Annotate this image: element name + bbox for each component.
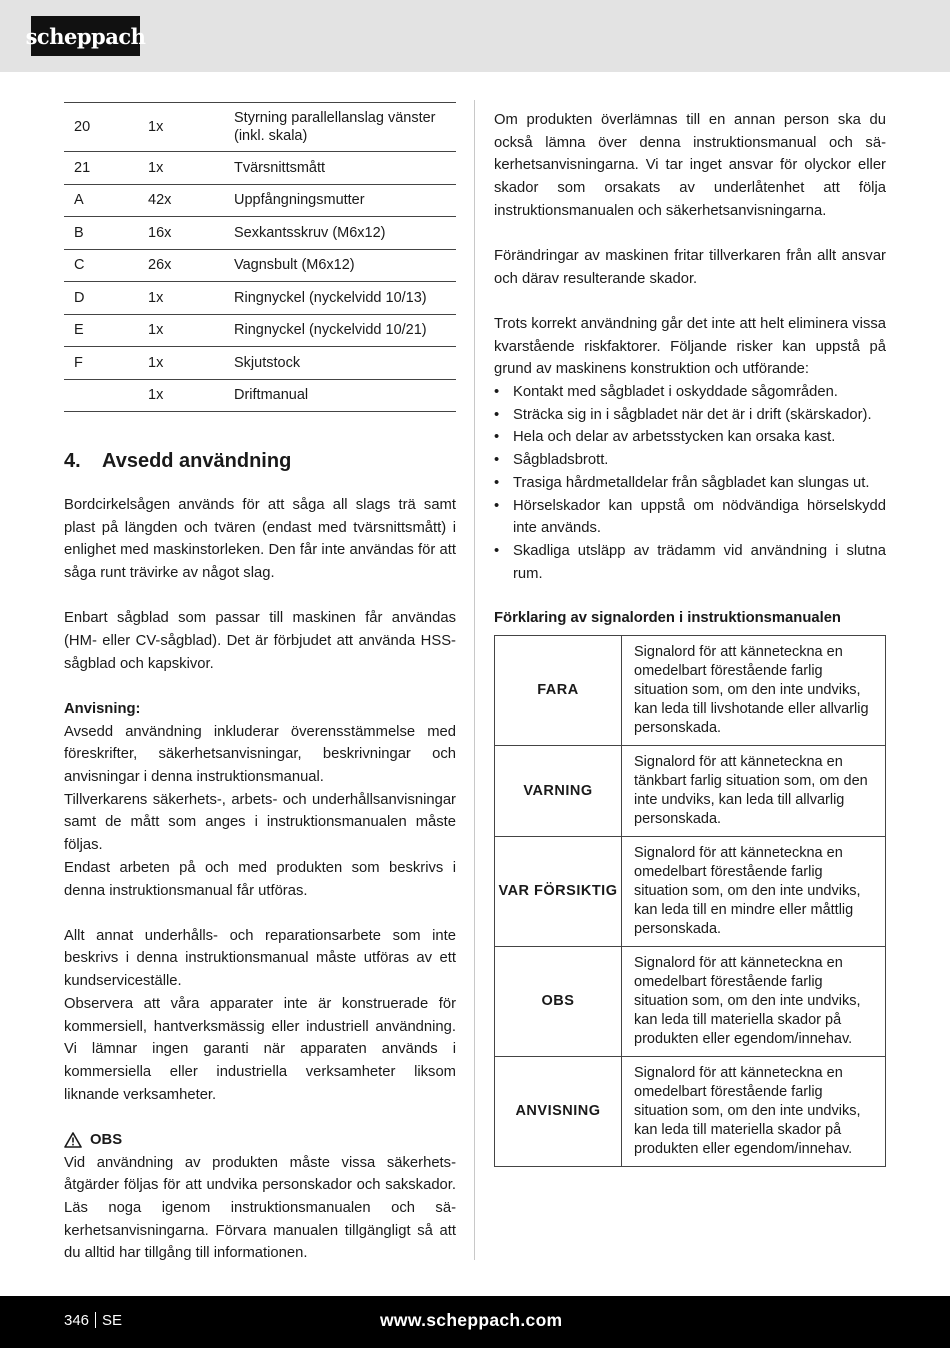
signal-desc: Signalord för att känneteckna en omedelbart förestående farlig situation som, om den inte undviks, kan leda till livshotande eller allvarlig personskada. bbox=[622, 636, 886, 746]
table-row bbox=[495, 947, 886, 1057]
table-row bbox=[495, 1057, 886, 1167]
paragraph: Förändringar av maskinen fritar tillverkaren från allt ansvar och därav resulterande skador. bbox=[494, 248, 886, 287]
part-desc: Driftmanual bbox=[234, 387, 309, 404]
table-row bbox=[64, 347, 456, 380]
right-column bbox=[494, 100, 886, 1167]
signal-word: ANVISNING bbox=[495, 1057, 622, 1167]
signal-desc: Signalord för att känneteckna en omedelbart förestående farlig situation som, om den inte undviks, kan leda till materiella skador på produkten eller egendom/innehav. bbox=[622, 947, 886, 1057]
scheppach-logo: scheppach bbox=[31, 16, 140, 56]
paragraph: Vid användning av produkten måste vissa säkerhetsåtgärder följas för att undvika personskador och sakskador. Läs noga igenom instruktionsmanualen och säkerhetsanvisningarna. Förvara manualen tillgängligt så att du alltid har tillgång till informationen. bbox=[64, 1154, 456, 1262]
part-desc: Skjutstock bbox=[234, 354, 301, 371]
table-row bbox=[64, 217, 456, 250]
paragraph: Enbart sågblad som passar till maskinen får användas (HM- eller CV-sågblad). Det är förbjudet att använda HSS-sågblad och kapskivor. bbox=[64, 610, 456, 672]
list-item: • Trasiga hårdmetalldelar från sågbladet kan slungas ut. bbox=[494, 472, 886, 495]
part-qty: 16x bbox=[148, 224, 172, 241]
paragraph: Om produkten överlämnas till en annan person ska du också lämna över denna instruktionsmanual och säkerhetsanvisningarna. Vi tar inget ansvar för olyckor eller skador som orsakats av underlåtenhet att följa instruktionsmanualen och säkerhetsanvisningarna. bbox=[494, 112, 886, 219]
paragraph: Trots korrekt användning går det inte att helt eliminera vissa kvarstående riskfaktorer. Följande risker kan uppstå på grund av maskinens konstruktion och utförande: bbox=[494, 315, 886, 378]
part-qty: 1x bbox=[148, 119, 164, 135]
language-code: SE bbox=[102, 1312, 123, 1329]
section-heading bbox=[64, 448, 456, 474]
signal-word: VAR FÖRSIKTIG bbox=[495, 837, 622, 947]
left-column bbox=[64, 100, 456, 1265]
paragraph: Endast arbeten på och med produkten som beskrivs i denna instruktionsmanual får utföras. bbox=[64, 859, 456, 899]
part-number: D bbox=[74, 289, 85, 306]
part-number: B bbox=[74, 224, 84, 241]
part-number: F bbox=[74, 354, 83, 371]
paragraph: Avsedd användning inkluderar överensstämmelse med föreskrifter, säkerhetsanvisningar, beskrivningar och anvisningar i denna instruktionsmanual. bbox=[64, 723, 456, 786]
paragraph: Allt annat underhålls- och reparationsarbete som inte beskrivs i denna instruktionsmanual måste utföras av ett kundserviceställe. bbox=[64, 927, 456, 990]
paragraph: Tillverkarens säkerhets-, arbets- och underhållsanvisningar samt de mått som anges i instruktionsmanualen måste följas. bbox=[64, 791, 456, 854]
table-row bbox=[64, 103, 456, 152]
part-number: A bbox=[74, 192, 84, 209]
footer-separator bbox=[95, 1312, 96, 1328]
risk-list bbox=[494, 381, 886, 585]
table-row bbox=[495, 746, 886, 837]
part-qty: 1x bbox=[148, 354, 164, 371]
part-qty: 1x bbox=[148, 387, 164, 404]
section-title: Avsedd användning bbox=[102, 450, 292, 472]
part-qty: 1x bbox=[148, 159, 164, 176]
part-number: E bbox=[74, 322, 84, 339]
table-row bbox=[64, 282, 456, 315]
parts-table bbox=[64, 102, 456, 412]
part-desc: Vagnsbult (M6x12) bbox=[234, 257, 355, 274]
part-number: 20 bbox=[74, 119, 91, 135]
part-desc: Sexkantsskruv (M6x12) bbox=[234, 224, 386, 241]
list-item: • Hela och delar av arbetsstycken kan orsaka kast. bbox=[494, 426, 886, 449]
part-number: 21 bbox=[74, 159, 91, 176]
signal-table-title: Förklaring av signalorden i instruktionsmanualen bbox=[494, 610, 841, 627]
part-qty: 1x bbox=[148, 322, 164, 339]
part-desc: Styrning parallellanslag vänster (inkl. skala) bbox=[234, 110, 436, 144]
signal-word: FARA bbox=[495, 636, 622, 746]
website-link[interactable]: www.scheppach.com bbox=[380, 1310, 563, 1330]
list-item: • Sträcka sig in i sågbladet när det är i drift (skärskador). bbox=[494, 404, 886, 427]
part-desc: Ringnyckel (nyckelvidd 10/13) bbox=[234, 289, 427, 306]
paragraph: Bordcirkelsågen används för att såga all slags trä samt plast på längden och tvären (endast med tvärsnittsmått) i enlighet med maskinstorleken. Den får inte användas för att såga runt trävirke av något slag. bbox=[64, 497, 456, 582]
table-row bbox=[64, 250, 456, 283]
part-desc: Tvärsnittsmått bbox=[234, 159, 326, 176]
list-item: • Sågbladsbrott. bbox=[494, 449, 886, 472]
table-row bbox=[64, 380, 456, 413]
signal-words-table bbox=[494, 635, 886, 1167]
signal-desc: Signalord för att känneteckna en omedelbart förestående farlig situation som, om den inte undviks, kan leda till en mindre eller måttlig personskada. bbox=[622, 837, 886, 947]
signal-desc: Signalord för att känneteckna en tänkbart farlig situation som, om den inte undviks, kan leda till allvarlig personskada. bbox=[622, 746, 886, 837]
page-indicator bbox=[64, 1310, 122, 1332]
part-qty: 26x bbox=[148, 257, 172, 274]
part-desc: Uppfångningsmutter bbox=[234, 192, 365, 209]
table-row bbox=[495, 837, 886, 947]
part-number: C bbox=[74, 257, 85, 274]
header-band bbox=[0, 0, 950, 72]
signal-desc: Signalord för att känneteckna en omedelbart förestående farlig situation som, om den inte undviks, kan leda till materiella skador på produkten eller egendom/innehav. bbox=[622, 1057, 886, 1167]
list-item: • Skadliga utsläpp av trädamm vid användning i slutna rum. bbox=[494, 540, 886, 585]
table-row bbox=[64, 185, 456, 218]
footer bbox=[0, 1296, 950, 1348]
paragraph: Observera att våra apparater inte är konstruerade för kommersiell, hantverksmässig eller industriell användning. Vi lämnar ingen garanti när apparaten används i kommersiella eller industriella verksamheter liksom liknande verksamheter. bbox=[64, 995, 456, 1103]
signal-word: VARNING bbox=[495, 746, 622, 837]
list-item: • Kontakt med sågbladet i oskyddade sågområden. bbox=[494, 381, 886, 404]
note-label: Anvisning: bbox=[64, 700, 141, 717]
section-number: 4. bbox=[64, 450, 81, 472]
warning-triangle-icon bbox=[64, 1132, 82, 1148]
obs-heading bbox=[64, 1129, 456, 1152]
part-qty: 1x bbox=[148, 289, 164, 306]
column-divider bbox=[474, 100, 475, 1260]
list-item: • Hörselskador kan uppstå om nödvändiga hörselskydd inte används. bbox=[494, 495, 886, 540]
page-number: 346 bbox=[64, 1312, 90, 1329]
table-row bbox=[64, 315, 456, 348]
signal-word: OBS bbox=[495, 947, 622, 1057]
part-qty: 42x bbox=[148, 192, 172, 209]
table-row bbox=[495, 636, 886, 746]
part-desc: Ringnyckel (nyckelvidd 10/21) bbox=[234, 322, 427, 339]
table-row bbox=[64, 152, 456, 185]
obs-label: OBS bbox=[90, 1131, 123, 1148]
